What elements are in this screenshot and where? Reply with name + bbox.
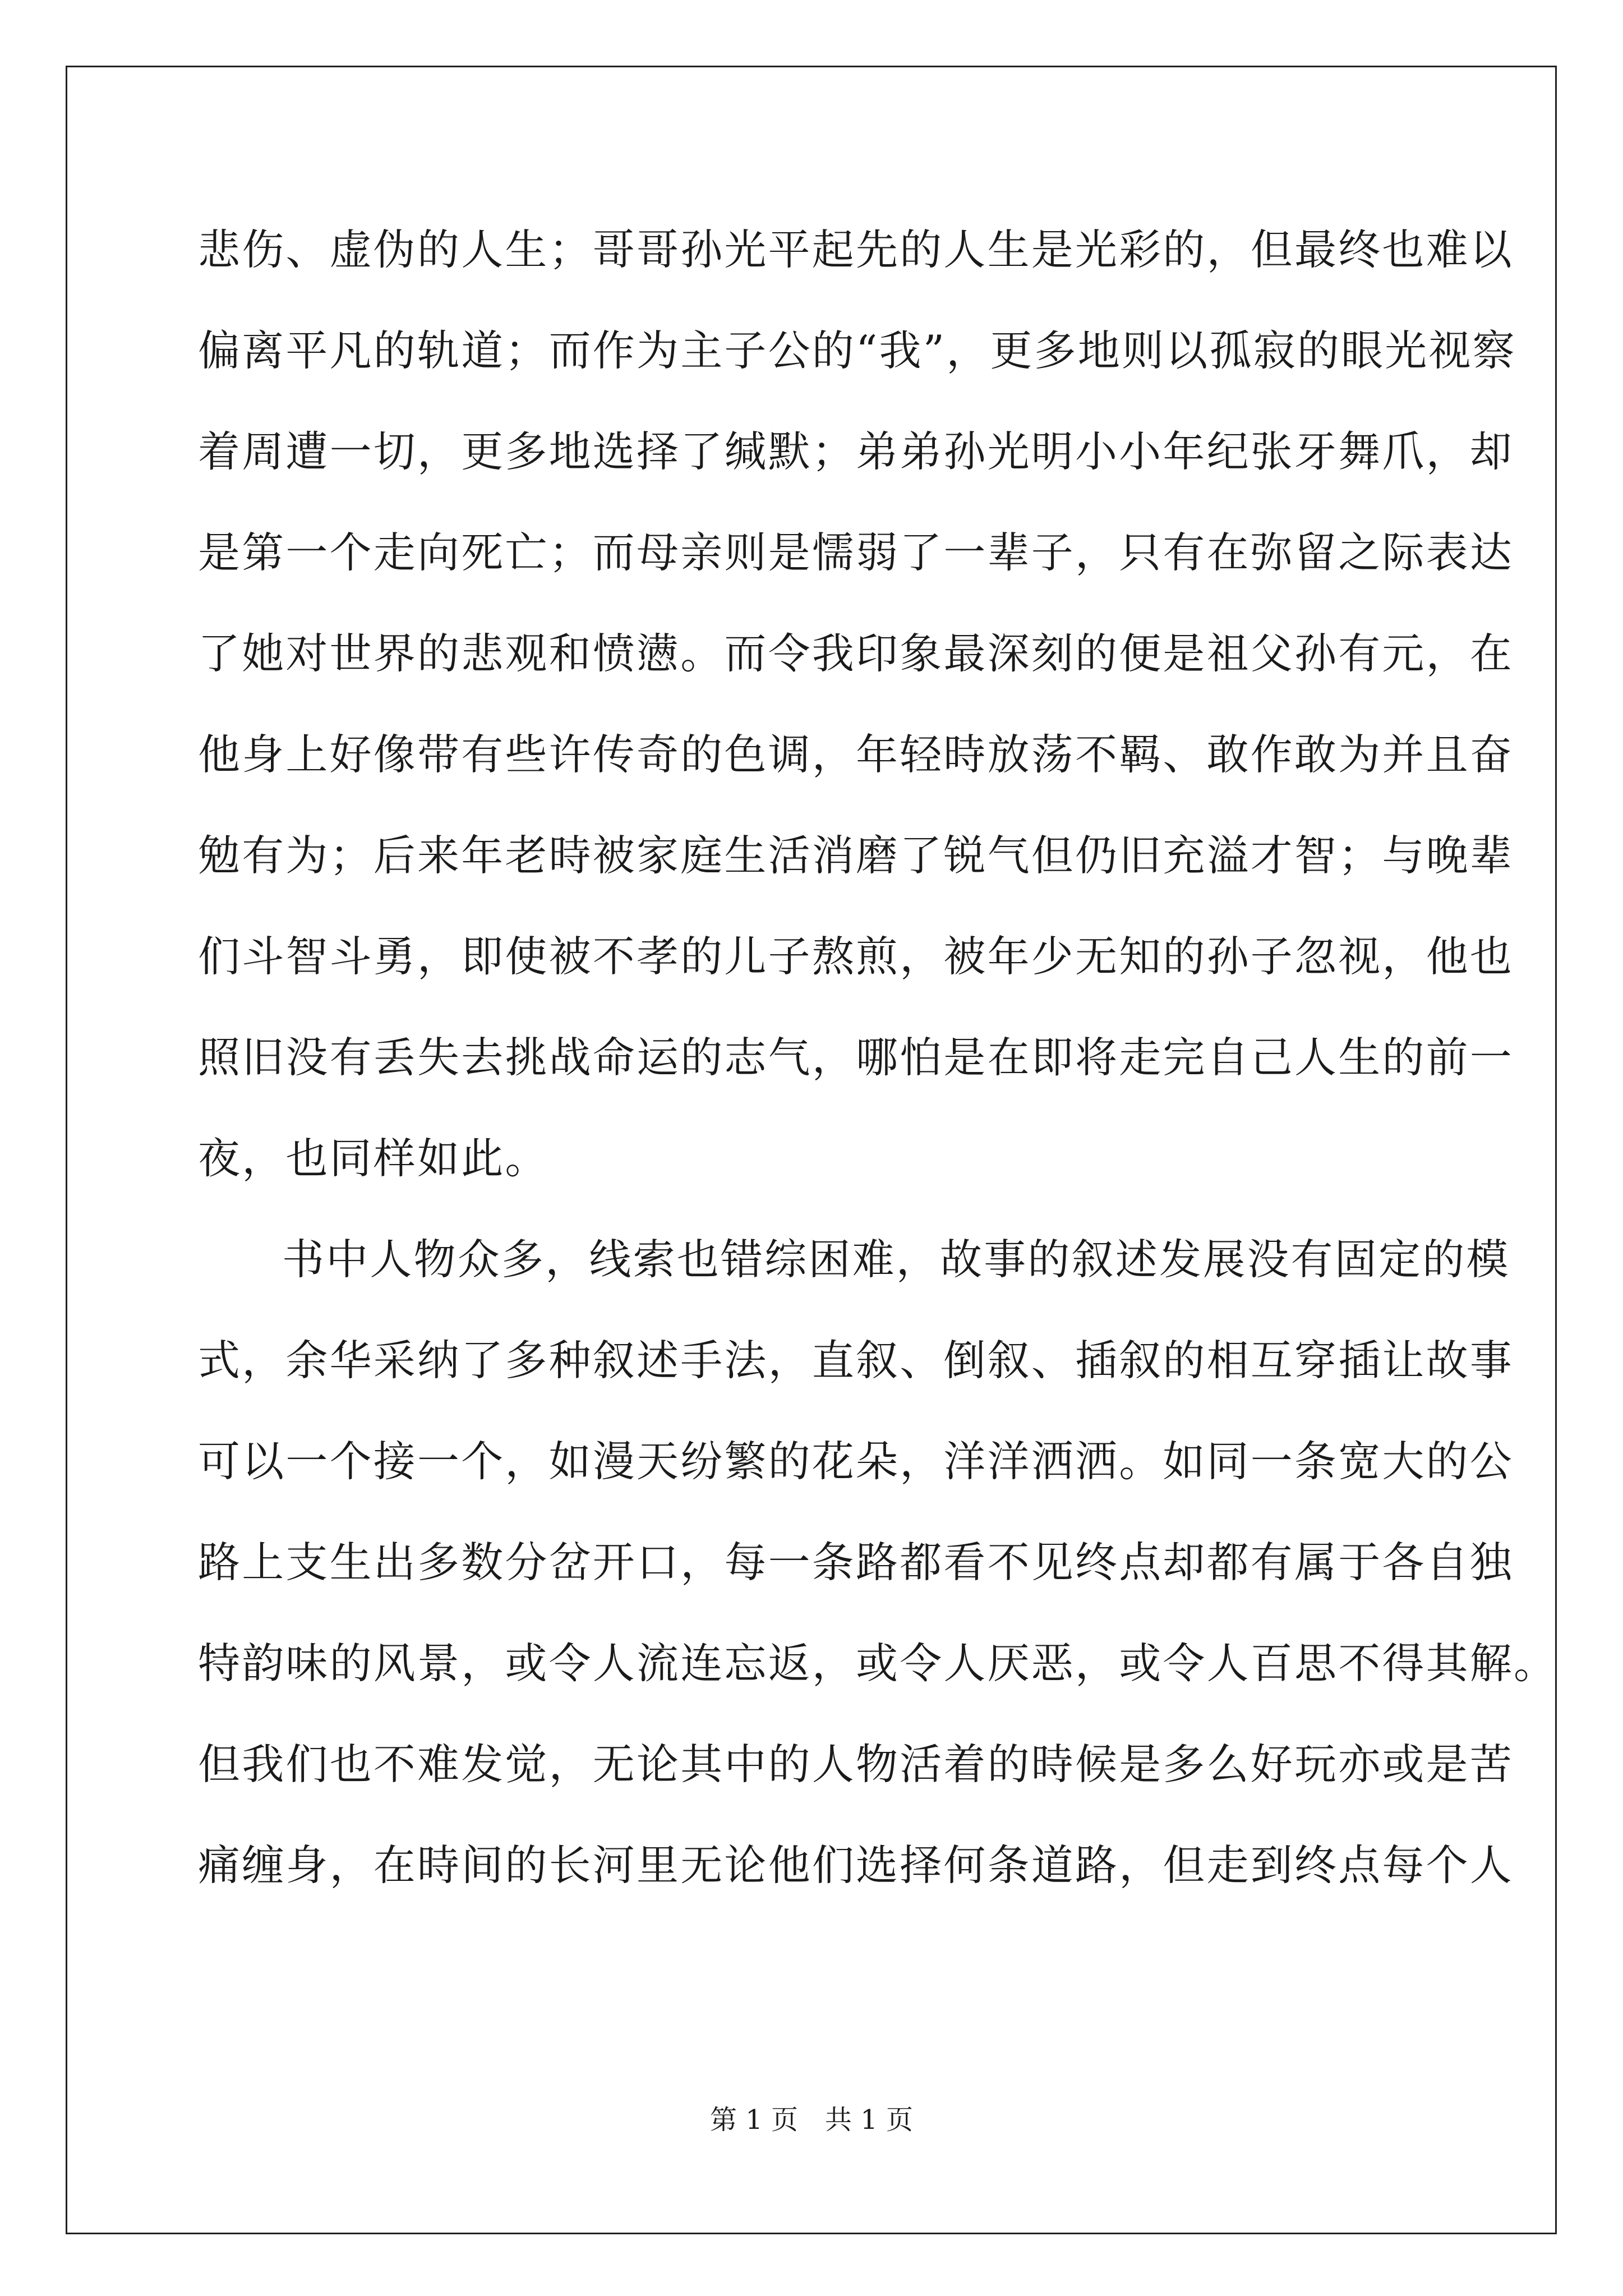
text-line: 勉有为；后来年老時被家庭生活消磨了锐气但仍旧充溢才智；与晚辈 (198, 831, 1514, 880)
text-line: 路上支生出多数分岔开口，每一条路都看不见终点却都有属于各自独 (198, 1538, 1514, 1587)
text-line: 偏离平凡的轨道；而作为主子公的“我”，更多地则以孤寂的眼光视察 (198, 326, 1516, 375)
text-line: 夜，也同样如此。 (198, 1134, 549, 1183)
text-line: 特韵味的风景，或令人流连忘返，或令人厌恶，或令人百思不得其解。 (198, 1639, 1558, 1688)
text-line: 照旧没有丢失去挑战命运的志气，哪怕是在即将走完自己人生的前一 (198, 1033, 1514, 1082)
text-line: 着周遭一切，更多地选择了缄默；弟弟孙光明小小年纪张牙舞爪，却 (198, 427, 1514, 476)
paragraph-first-line: 书中人物众多，线索也错综困难，故事的叙述发展没有固定的模 (282, 1235, 1510, 1284)
text-line: 但我们也不难发觉，无论其中的人物活着的時候是多么好玩亦或是苦 (198, 1740, 1514, 1789)
text-line: 痛缠身，在時间的长河里无论他们选择何条道路，但走到终点每个人 (198, 1841, 1514, 1890)
text-line: 式，余华采纳了多种叙述手法，直叙、倒叙、插叙的相互穿插让故事 (198, 1336, 1514, 1385)
text-line: 们斗智斗勇，即使被不孝的儿子熬煎，被年少无知的孙子忽视，他也 (198, 932, 1514, 981)
text-line: 可以一个接一个，如漫天纷繁的花朵，洋洋洒洒。如同一条宽大的公 (198, 1437, 1514, 1486)
text-line: 是第一个走向死亡；而母亲则是懦弱了一辈子，只有在弥留之际表达 (198, 528, 1514, 577)
text-line: 悲伤、虚伪的人生；哥哥孙光平起先的人生是光彩的，但最终也难以 (198, 225, 1514, 274)
text-line: 了她对世界的悲观和愤懑。而令我印象最深刻的便是祖父孙有元，在 (198, 629, 1514, 678)
page-number-footer: 第 1 页 共 1 页 (709, 2104, 914, 2136)
text-line: 他身上好像带有些许传奇的色调，年轻時放荡不羁、敢作敢为并且奋 (198, 730, 1514, 779)
